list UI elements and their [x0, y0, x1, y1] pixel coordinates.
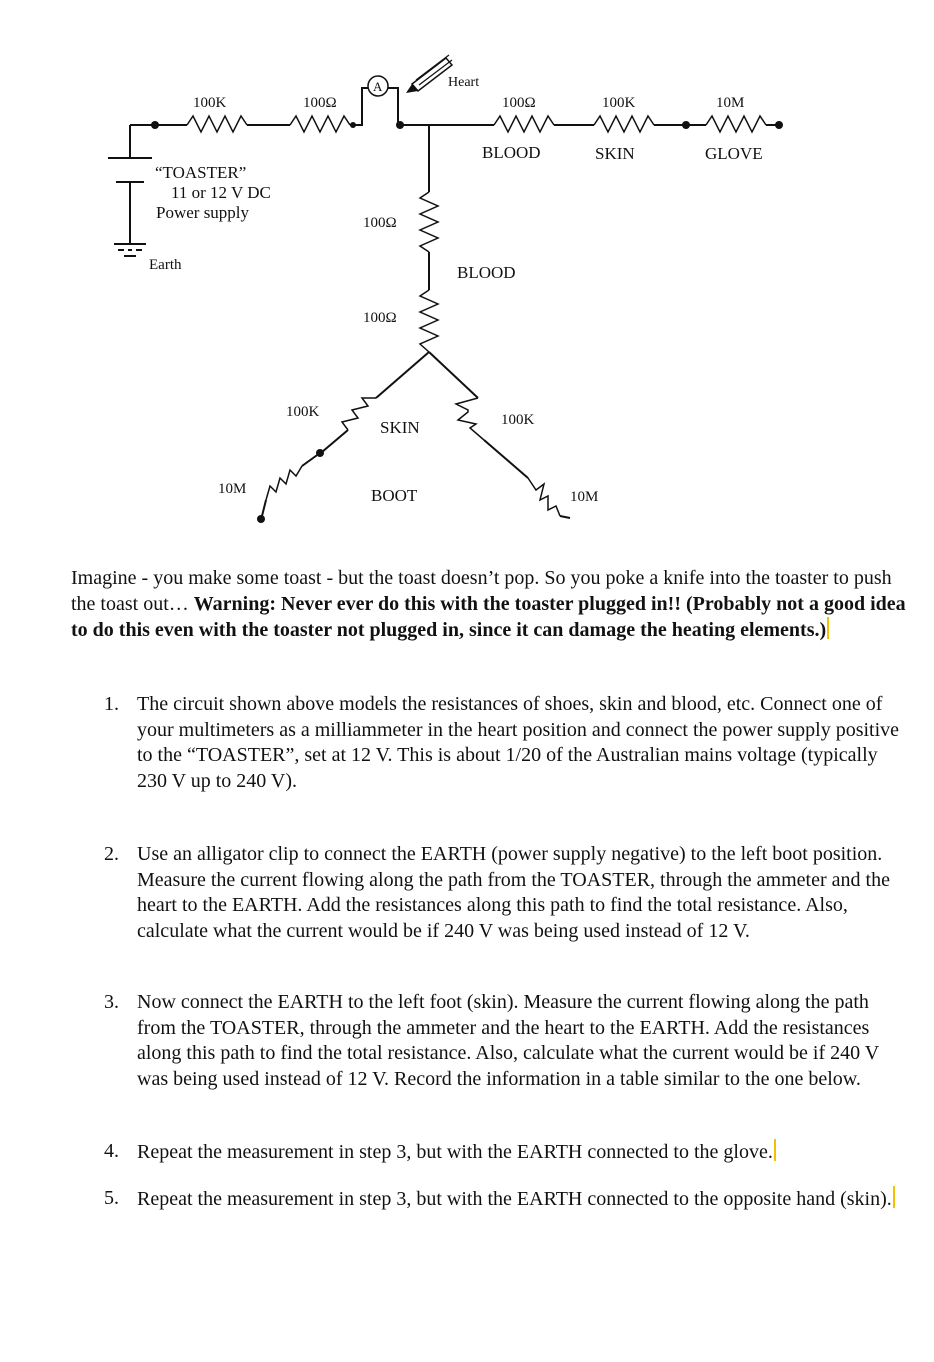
step-number: 2.	[104, 843, 119, 865]
step-number: 1.	[104, 693, 119, 715]
step-text-content: Repeat the measurement in step 3, but with the EARTH connected to the opposite hand (skin).	[137, 1188, 892, 1210]
toaster-terminal[interactable]	[151, 121, 159, 129]
label-r-top-left: 100K	[193, 95, 227, 111]
label-r-arm-glove: 10M	[716, 95, 745, 111]
step-2	[104, 842, 904, 944]
intro-paragraph	[71, 566, 911, 644]
step-3	[104, 990, 904, 1092]
label-r-arm-skin: 100K	[602, 95, 636, 111]
circuit-diagram	[0, 0, 934, 560]
step-text-content: Repeat the measurement in step 3, but with the EARTH connected to the glove.	[137, 1141, 773, 1163]
step-5	[104, 1186, 904, 1213]
glove-node[interactable]	[775, 121, 783, 129]
resistor-10m-glove	[706, 116, 766, 132]
ammeter-left-node[interactable]	[350, 122, 356, 128]
step-4	[104, 1139, 904, 1166]
text-cursor	[827, 617, 829, 639]
resistor-100ohm-torso-1	[420, 192, 438, 252]
step-number: 5.	[104, 1187, 119, 1209]
label-r-arm-blood: 100Ω	[502, 95, 536, 111]
pencil-icon	[406, 55, 452, 93]
label-toaster: “TOASTER”	[155, 163, 247, 182]
step-1	[104, 692, 904, 794]
label-r-right-boot: 10M	[570, 489, 599, 505]
left-boot-node[interactable]	[257, 515, 265, 523]
label-r-torso-1: 100Ω	[363, 215, 397, 231]
label-skin-legs: SKIN	[380, 418, 420, 437]
skin-hand-node[interactable]	[682, 121, 690, 129]
label-blood-top: BLOOD	[482, 143, 541, 162]
label-earth: Earth	[149, 257, 182, 273]
label-boot: BOOT	[371, 486, 418, 505]
label-supply-name: Power supply	[156, 203, 250, 222]
label-r-torso-2: 100Ω	[363, 310, 397, 326]
label-r-top-mid: 100Ω	[303, 95, 337, 111]
label-skin-top: SKIN	[595, 144, 635, 163]
resistor-100ohm-torso-2	[420, 290, 438, 352]
resistor-100ohm-blood-arm	[494, 116, 554, 132]
resistor-100k-toaster	[187, 116, 247, 132]
step-text: Now connect the EARTH to the left foot (skin). Measure the current flowing along the path from the TOASTER, through the ammeter and the heart to the EARTH. Add the resistances along this path to find the total resistance. Also, calculate what the current would be if 240 V was being used instead of 12 V. Record the information in a table similar to the one below.	[137, 991, 879, 1090]
text-cursor	[893, 1186, 895, 1208]
resistor-100k-left-leg	[342, 398, 376, 430]
intro-warning: Warning: Never ever do this with the toaster plugged in!! (Probably not a good idea to do this even with the toaster not plugged in, since it can damage the heating elements.)	[71, 592, 906, 641]
label-supply-voltage: 11 or 12 V DC	[171, 183, 271, 202]
label-blood-mid: BLOOD	[457, 263, 516, 282]
label-glove: GLOVE	[705, 144, 763, 163]
step-text	[137, 1186, 904, 1213]
label-ammeter: A	[373, 79, 383, 94]
step-text	[137, 1139, 904, 1166]
step-text: Use an alligator clip to connect the EARTH (power supply negative) to the left boot position. Measure the current flowing along the path from the TOASTER, through the ammeter and the heart to the EARTH. Add the resistances along this path to find the total resistance. Also, calculate what the current would be if 240 V was being used instead of 12 V.	[137, 843, 890, 942]
step-number: 4.	[104, 1140, 119, 1162]
step-text: The circuit shown above models the resistances of shoes, skin and blood, etc. Connect one of your multimeters as a milliammeter in the heart position and connect the power supply positive to the “TOASTER”, set at 12 V. This is about 1/20 of the Australian mains voltage (typically 230 V up to 240 V).	[137, 693, 900, 792]
label-heart: Heart	[448, 75, 480, 90]
resistor-10m-left-boot	[266, 466, 302, 500]
power-supply-symbol	[108, 125, 152, 250]
text-cursor	[774, 1139, 776, 1161]
intro-text: Imagine - you make some toast - but the toast doesn’t pop. So you poke a knife into the toaster to push the toast out…	[71, 567, 892, 615]
label-r-left-boot: 10M	[218, 481, 247, 497]
resistor-100k-right-leg	[456, 398, 484, 440]
label-r-right-leg-skin: 100K	[501, 412, 535, 428]
step-number: 3.	[104, 991, 119, 1013]
resistor-100ohm-arm	[290, 116, 350, 132]
resistor-100k-skin-arm	[594, 116, 654, 132]
label-r-left-leg-skin: 100K	[286, 404, 320, 420]
resistor-10m-right-boot	[528, 478, 560, 516]
